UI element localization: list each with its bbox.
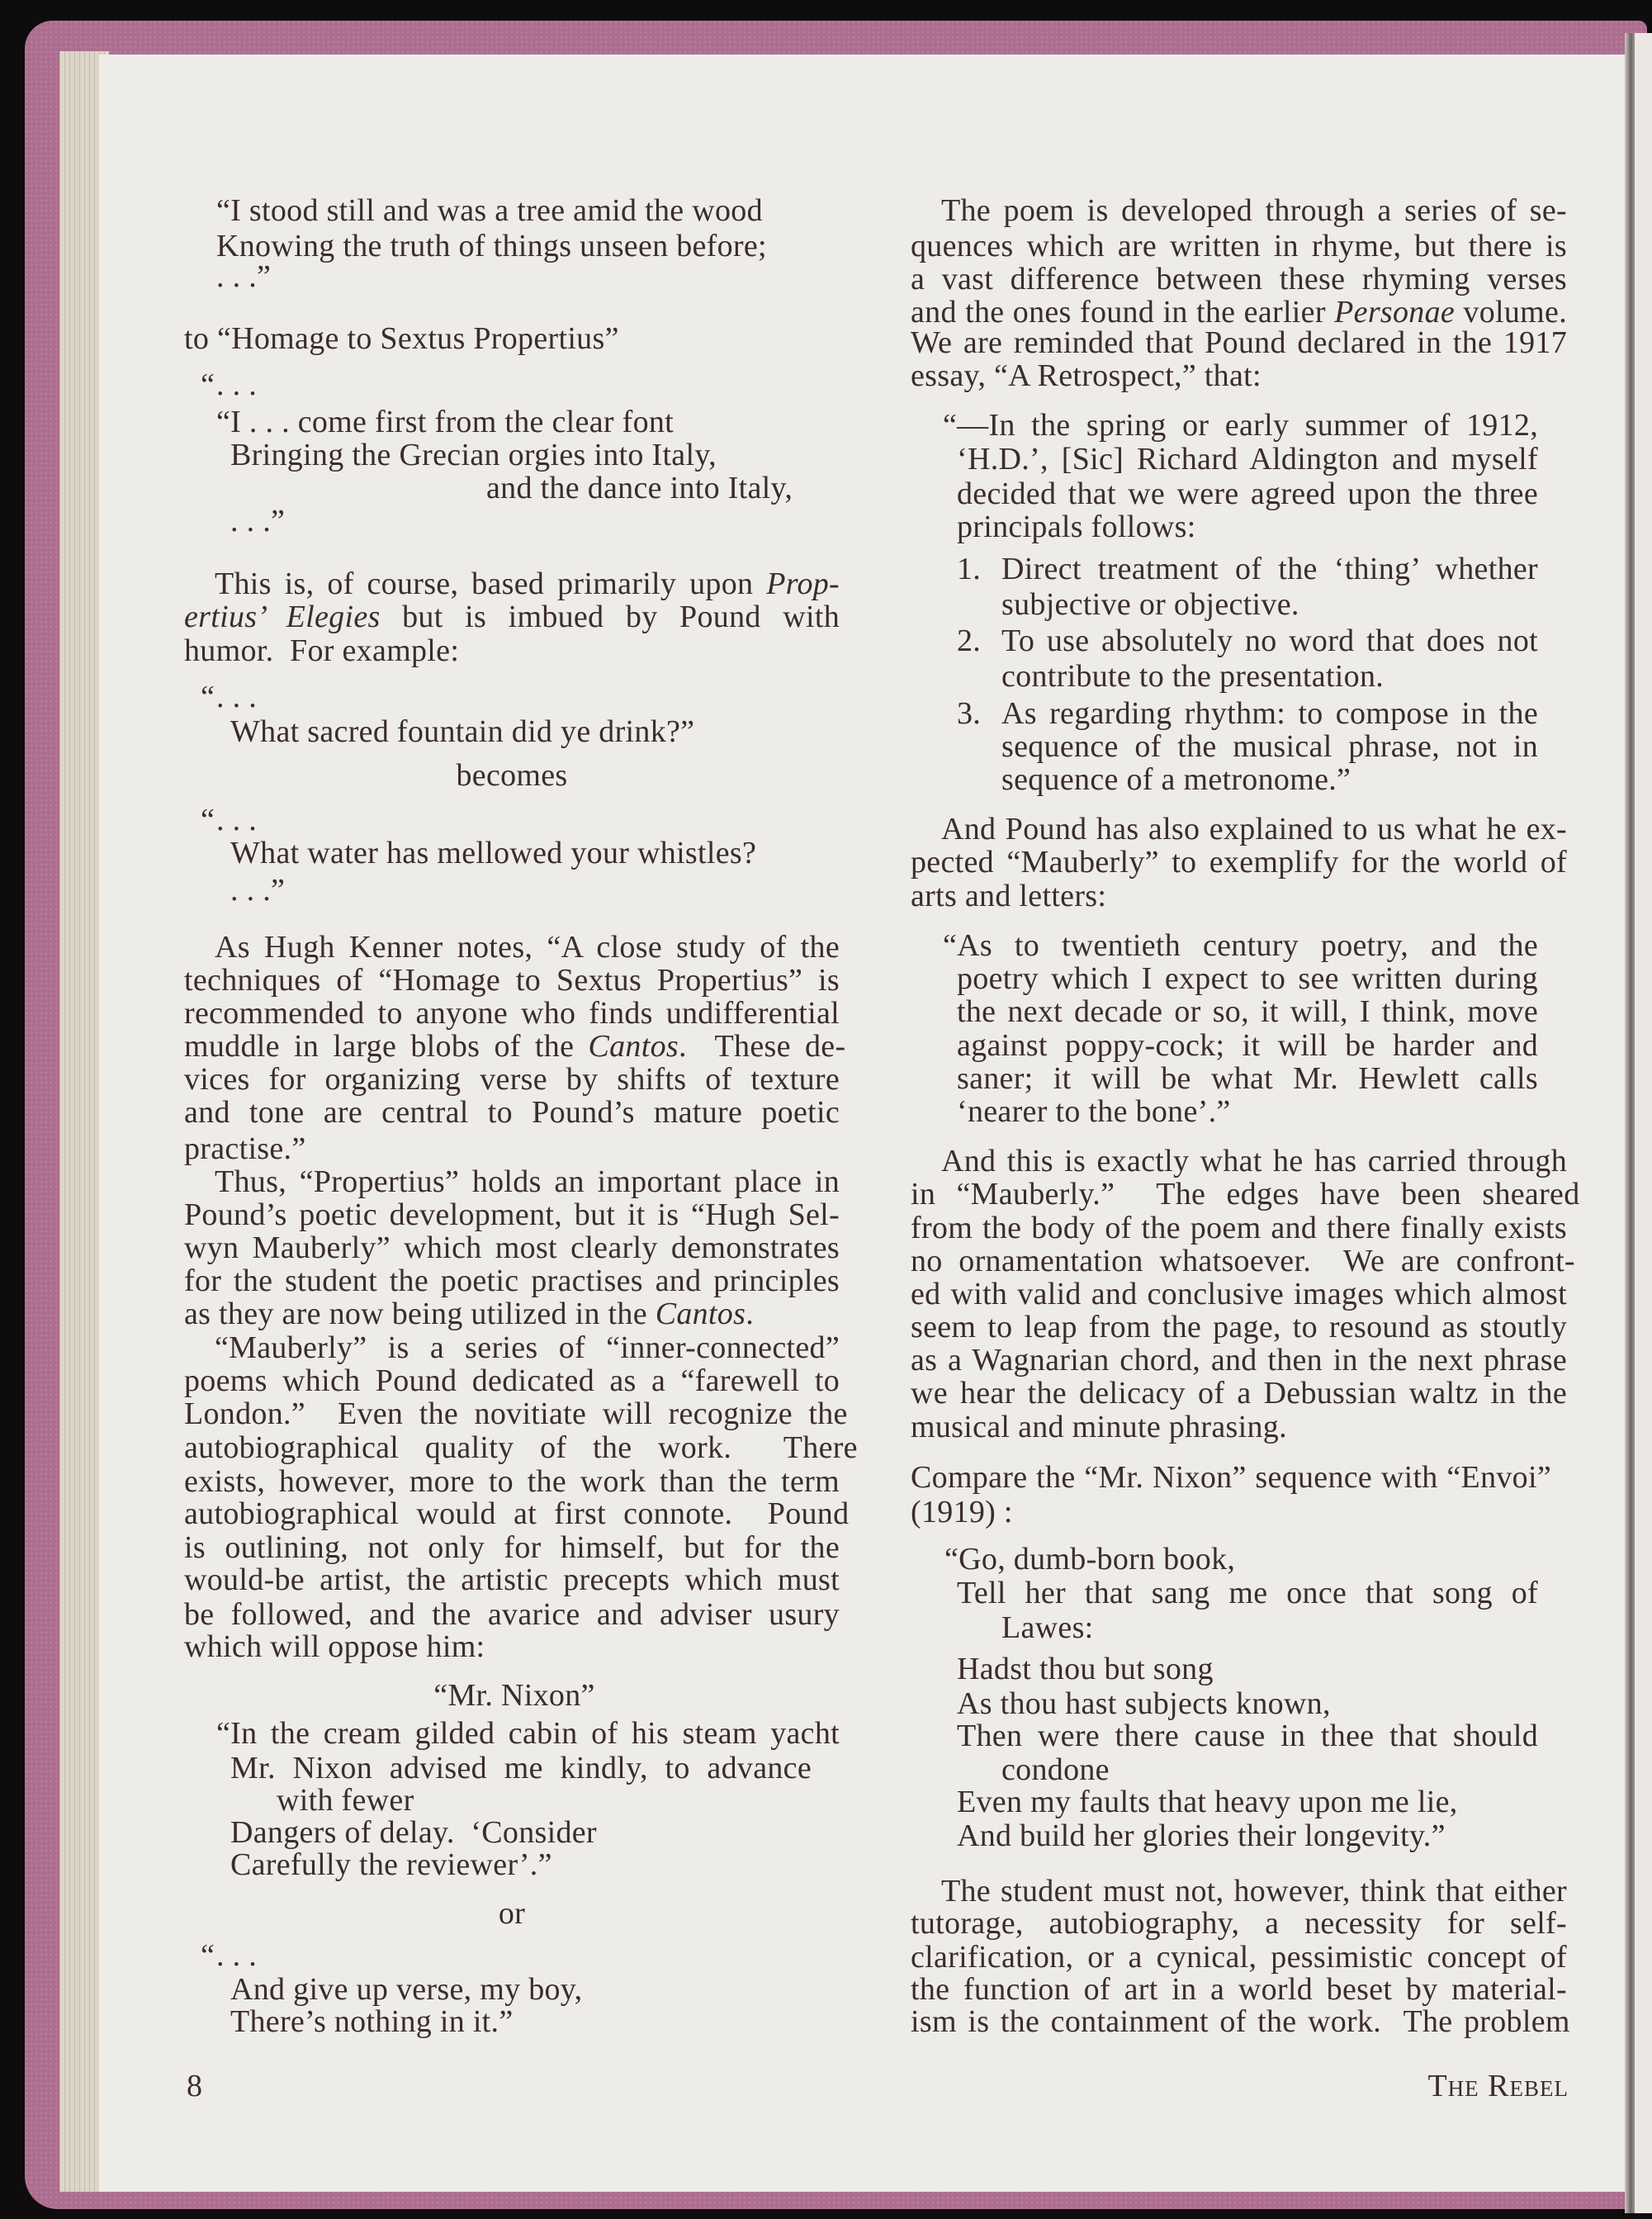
text-line — [911, 1278, 1567, 1311]
line-text: ism is the containment of the work. The problem — [911, 2004, 1570, 2039]
line-text: And build her glories their longevity.” — [957, 1818, 1446, 1853]
line-text: . . .” — [230, 504, 286, 538]
line-text: contribute to the presentation. — [1001, 659, 1385, 694]
text-line — [943, 409, 1538, 442]
text-line — [911, 1245, 1575, 1278]
line-text: . . . — [216, 367, 257, 402]
text-line — [216, 680, 257, 714]
line-text: . — [746, 1297, 754, 1331]
text-line — [911, 880, 1106, 913]
text-line — [911, 2005, 1570, 2038]
line-text: the function of art in a world beset by material- — [911, 1972, 1567, 2007]
text-line — [184, 1264, 840, 1297]
text-line — [911, 1211, 1567, 1245]
line-text: As Hugh Kenner notes, “A close study of the — [215, 930, 840, 965]
text-line — [184, 1563, 840, 1596]
text-line — [957, 1095, 1231, 1128]
text-line — [957, 1577, 1538, 1610]
line-text: practise.” — [184, 1131, 306, 1166]
line-text: exists, however, more to the work than the term — [184, 1464, 840, 1499]
text-line — [957, 624, 981, 657]
text-line — [911, 326, 1567, 359]
line-text: “ — [201, 680, 215, 714]
text-line — [215, 567, 840, 600]
running-footer-title: The Rebel — [1427, 2069, 1569, 2103]
line-text: “ — [201, 803, 215, 837]
text-line — [1001, 624, 1538, 657]
text-line — [1001, 730, 1538, 763]
text-line — [941, 1875, 1567, 1908]
line-text: And this is exactly what he has carried through — [941, 1144, 1567, 1178]
line-text: humor. For example: — [184, 633, 460, 668]
text-line — [911, 1461, 1551, 1494]
text-line — [215, 931, 840, 964]
text-line — [911, 846, 1567, 879]
text-line — [184, 1465, 840, 1498]
text-line — [957, 1687, 1331, 1720]
line-text: Carefully the reviewer’.” — [230, 1847, 552, 1882]
line-text: 1. — [957, 552, 982, 586]
text-line — [1001, 552, 1538, 586]
line-text: a vast difference between these rhyming verses — [911, 262, 1567, 296]
text-line — [957, 1062, 1538, 1095]
line-text: and the ones found in the earlier — [911, 295, 1335, 330]
text-line — [184, 1431, 858, 1464]
line-text: or — [498, 1896, 526, 1931]
book-gutter — [1625, 33, 1635, 2213]
line-text: to “Homage to Sextus Propertius” — [184, 321, 619, 356]
text-line — [184, 634, 459, 667]
text-line — [216, 804, 257, 837]
text-line — [1001, 1611, 1094, 1644]
text-line — [911, 1178, 1580, 1211]
line-text: principals follows: — [957, 510, 1196, 544]
line-text: autobiographical would at first connote. Pound — [184, 1496, 850, 1531]
line-text: we hear the delicacy of a Debussian waltz in the — [911, 1376, 1567, 1411]
line-text: ‘nearer to the bone’.” — [957, 1094, 1231, 1129]
text-line — [957, 697, 981, 730]
line-text: As thou hast subjects known, — [957, 1686, 1331, 1721]
text-line — [277, 1784, 414, 1817]
line-text: condone — [1001, 1752, 1110, 1787]
text-line — [957, 995, 1538, 1028]
line-text: Lawes: — [1001, 1610, 1094, 1645]
line-text: Pound’s poetic development, but it is “Hugh Sel- — [184, 1197, 840, 1232]
line-text: . . .” — [230, 873, 286, 908]
line-text: . . . — [216, 680, 257, 714]
line-text: As regarding rhythm: to compose in the — [1001, 696, 1538, 731]
line-text: Mr. Nixon advised me kindly, to advance — [230, 1751, 812, 1785]
text-line — [957, 1719, 1538, 1752]
text-line — [215, 1331, 840, 1364]
line-text: poetry which I expect to see written during — [957, 961, 1538, 996]
text-line — [1001, 1753, 1110, 1786]
text-line — [216, 1939, 257, 1972]
line-text: as a Wagnarian chord, and then in the next phrase — [911, 1343, 1567, 1377]
line-text: but is imbued by Pound with — [380, 600, 840, 634]
text-line — [230, 837, 756, 870]
text-line — [944, 1543, 1235, 1576]
text-line — [230, 505, 285, 538]
text-line — [184, 1063, 840, 1096]
line-text: “ — [201, 1938, 215, 1973]
line-text: with fewer — [277, 1783, 414, 1818]
text-line — [230, 1848, 552, 1881]
line-text: for the student the poetic practises and principles — [184, 1264, 840, 1298]
line-text: arts and letters: — [911, 879, 1107, 913]
text-line — [1001, 588, 1299, 621]
line-text: and the dance into Italy, — [486, 471, 793, 505]
line-text: be followed, and the avarice and adviser usury — [184, 1597, 840, 1632]
line-text: (1919) : — [911, 1495, 1013, 1529]
text-line — [456, 759, 567, 792]
line-text: autobiographical quality of the work. There — [184, 1430, 858, 1465]
italic-text: Cantos — [655, 1297, 746, 1331]
line-text: And Pound has also explained to us what he ex- — [941, 812, 1567, 846]
italic-text: ertius’ Elegies — [184, 600, 381, 634]
line-text: sequence of the musical phrase, not in — [1001, 729, 1538, 764]
line-text: Bringing the Grecian orgies into Italy, — [230, 438, 717, 472]
line-text: “As to twentieth century poetry, and the — [943, 928, 1538, 963]
italic-text: Personae — [1334, 295, 1456, 330]
line-text: essay, “A Retrospect,” that: — [911, 358, 1261, 393]
line-text: What sacred fountain did ye drink?” — [230, 714, 695, 749]
text-line — [184, 600, 840, 633]
line-text: muddle in large blobs of the — [184, 1029, 589, 1064]
text-line — [957, 1785, 1458, 1818]
page-number: 8 — [187, 2069, 202, 2103]
text-line — [911, 1496, 1013, 1529]
line-text: Direct treatment of the ‘thing’ whether — [1001, 552, 1538, 586]
line-text: There’s nothing in it.” — [230, 2004, 514, 2039]
text-line — [911, 1411, 1287, 1444]
text-line — [957, 443, 1538, 476]
line-text: “I stood still and was a tree amid the wood — [216, 193, 763, 228]
facing-page-edge — [1635, 33, 1652, 2213]
text-line — [216, 1717, 840, 1750]
line-text: recommended to anyone who finds undifferential — [184, 996, 840, 1031]
text-line — [1001, 763, 1351, 796]
line-text: poems which Pound dedicated as a “farewell to — [184, 1363, 840, 1398]
line-text: decided that we were agreed upon the three — [957, 477, 1538, 511]
line-text: wyn Mauberly” which most clearly demonstrates — [184, 1230, 840, 1265]
text-line — [911, 1311, 1567, 1344]
text-line — [184, 1630, 485, 1663]
line-text: Thus, “Propertius” holds an important place in — [215, 1164, 840, 1199]
text-line — [486, 472, 793, 505]
text-line — [184, 1132, 306, 1165]
line-text: “I . . . come first from the clear font — [216, 405, 675, 439]
text-line — [184, 1598, 840, 1631]
text-line — [184, 1231, 840, 1264]
text-line — [911, 296, 1567, 329]
text-line — [184, 997, 840, 1030]
text-line — [215, 1165, 840, 1198]
line-text: ‘H.D.’, [Sic] Richard Aldington and myself — [957, 442, 1538, 477]
text-line — [201, 804, 215, 837]
text-line — [1001, 660, 1384, 693]
text-line — [184, 1397, 848, 1430]
line-text: And give up verse, my boy, — [230, 1972, 583, 2007]
line-text: The student must not, however, think that either — [941, 1874, 1567, 1908]
text-line — [230, 715, 694, 748]
line-text: tutorage, autobiography, a necessity for self- — [911, 1906, 1567, 1941]
line-text: as they are now being utilized in the — [184, 1297, 656, 1331]
line-text: techniques of “Homage to Sextus Propertius” is — [184, 963, 840, 998]
text-line — [201, 368, 215, 401]
text-line — [184, 1531, 840, 1564]
text-line — [941, 813, 1567, 846]
italic-text: Cantos — [588, 1029, 679, 1064]
text-line — [957, 1029, 1538, 1062]
text-line — [957, 477, 1538, 510]
text-line — [230, 874, 285, 907]
line-text: saner; it will be what Mr. Hewlett calls — [957, 1061, 1538, 1096]
line-text: Tell her that sang me once that song of — [957, 1576, 1538, 1610]
line-text: The poem is developed through a series of se- — [941, 193, 1567, 228]
line-text: 2. — [957, 624, 982, 658]
line-text: . These de- — [678, 1029, 846, 1064]
line-text: Knowing the truth of things unseen before; — [216, 229, 767, 263]
line-text: and tone are central to Pound’s mature poetic — [184, 1095, 840, 1130]
line-text: Then were there cause in thee that should — [957, 1719, 1538, 1753]
line-text: seem to leap from the page, to resound as stoutly — [911, 1310, 1567, 1344]
line-text: This is, of course, based primarily upon — [215, 567, 767, 601]
line-text: 3. — [957, 696, 982, 731]
line-text: “Mauberly” is a series of “inner-connected” — [215, 1330, 840, 1365]
line-text: against poppy-cock; it will be harder and — [957, 1028, 1538, 1063]
text-line — [957, 552, 981, 586]
text-line — [957, 1652, 1214, 1686]
text-line — [957, 962, 1538, 995]
line-text: “ — [201, 367, 215, 402]
text-line — [433, 1679, 594, 1712]
text-line — [911, 359, 1261, 392]
text-line — [911, 1973, 1567, 2006]
text-line — [911, 1344, 1567, 1377]
text-line — [1001, 697, 1538, 730]
text-line — [230, 1752, 812, 1785]
text-line — [216, 260, 271, 293]
text-line — [911, 263, 1567, 296]
text-line — [230, 1816, 597, 1849]
text-line — [216, 194, 763, 227]
text-line — [957, 1819, 1446, 1852]
line-text: no ornamentation whatsoever. We are confront- — [911, 1244, 1575, 1278]
line-text: would-be artist, the artistic precepts which must — [184, 1562, 840, 1597]
text-line — [184, 1364, 840, 1397]
line-text: “In the cream gilded cabin of his steam yacht — [216, 1716, 840, 1751]
text-line — [184, 1096, 840, 1129]
text-line — [184, 1497, 849, 1530]
text-line — [911, 1941, 1567, 1974]
line-text: which will oppose him: — [184, 1629, 485, 1664]
line-text: from the body of the poem and there finally exists — [911, 1211, 1567, 1245]
line-text: . . . — [216, 803, 257, 837]
line-text: the next decade or so, it will, I think, move — [957, 994, 1538, 1029]
line-text: London.” Even the novitiate will recognize the — [184, 1396, 848, 1431]
line-text: musical and minute phrasing. — [911, 1410, 1287, 1444]
line-text: quences which are written in rhyme, but there is — [911, 229, 1567, 263]
line-text: pected “Mauberly” to exemplify for the world of — [911, 845, 1567, 880]
line-text: Even my faults that heavy upon me lie, — [957, 1785, 1458, 1819]
italic-text: Prop- — [766, 567, 840, 601]
text-line — [184, 322, 619, 355]
line-text: “Go, dumb-born book, — [944, 1542, 1236, 1577]
text-line — [943, 929, 1538, 962]
text-line — [499, 1897, 525, 1930]
text-line — [230, 2005, 514, 2038]
line-text: . . . — [216, 1938, 257, 1973]
line-text: . . .” — [216, 259, 272, 294]
line-text: What water has mellowed your whistles? — [230, 836, 757, 870]
line-text: To use absolutely no word that does not — [1001, 624, 1538, 658]
text-line — [216, 405, 674, 439]
text-line — [184, 1198, 840, 1231]
line-text: clarification, or a cynical, pessimistic concept of — [911, 1940, 1567, 1975]
line-text: is outlining, not only for himself, but for the — [184, 1530, 840, 1565]
line-text: We are reminded that Pound declared in the 1917 — [911, 325, 1567, 360]
line-text: Hadst thou but song — [957, 1652, 1214, 1686]
line-text: vices for organizing verse by shifts of texture — [184, 1062, 840, 1097]
text-line — [941, 194, 1567, 227]
text-line — [957, 510, 1196, 543]
text-line — [911, 230, 1567, 263]
line-text: subjective or objective. — [1001, 587, 1299, 622]
text-line — [184, 1297, 754, 1330]
line-text: Compare the “Mr. Nixon” sequence with “Envoi” — [911, 1460, 1551, 1495]
text-line — [911, 1907, 1567, 1940]
text-line — [911, 1377, 1567, 1410]
text-line — [216, 230, 767, 263]
text-line — [216, 368, 257, 401]
line-text: “Mr. Nixon” — [433, 1678, 595, 1713]
line-text: Dangers of delay. ‘Consider — [230, 1815, 597, 1850]
line-text: becomes — [456, 758, 568, 793]
text-line — [230, 439, 717, 472]
text-line — [941, 1145, 1567, 1178]
line-text: “—In the spring or early summer of 1912, — [943, 408, 1538, 443]
line-text: ed with valid and conclusive images which almost — [911, 1277, 1567, 1311]
text-line — [184, 1030, 845, 1063]
text-line — [184, 964, 840, 997]
text-line — [201, 680, 215, 714]
line-text: in “Mauberly.” The edges have been sheared — [911, 1177, 1580, 1211]
line-text: volume. — [1455, 295, 1567, 330]
text-line — [230, 1973, 582, 2006]
text-line — [201, 1939, 215, 1972]
line-text: sequence of a metronome.” — [1001, 762, 1351, 797]
